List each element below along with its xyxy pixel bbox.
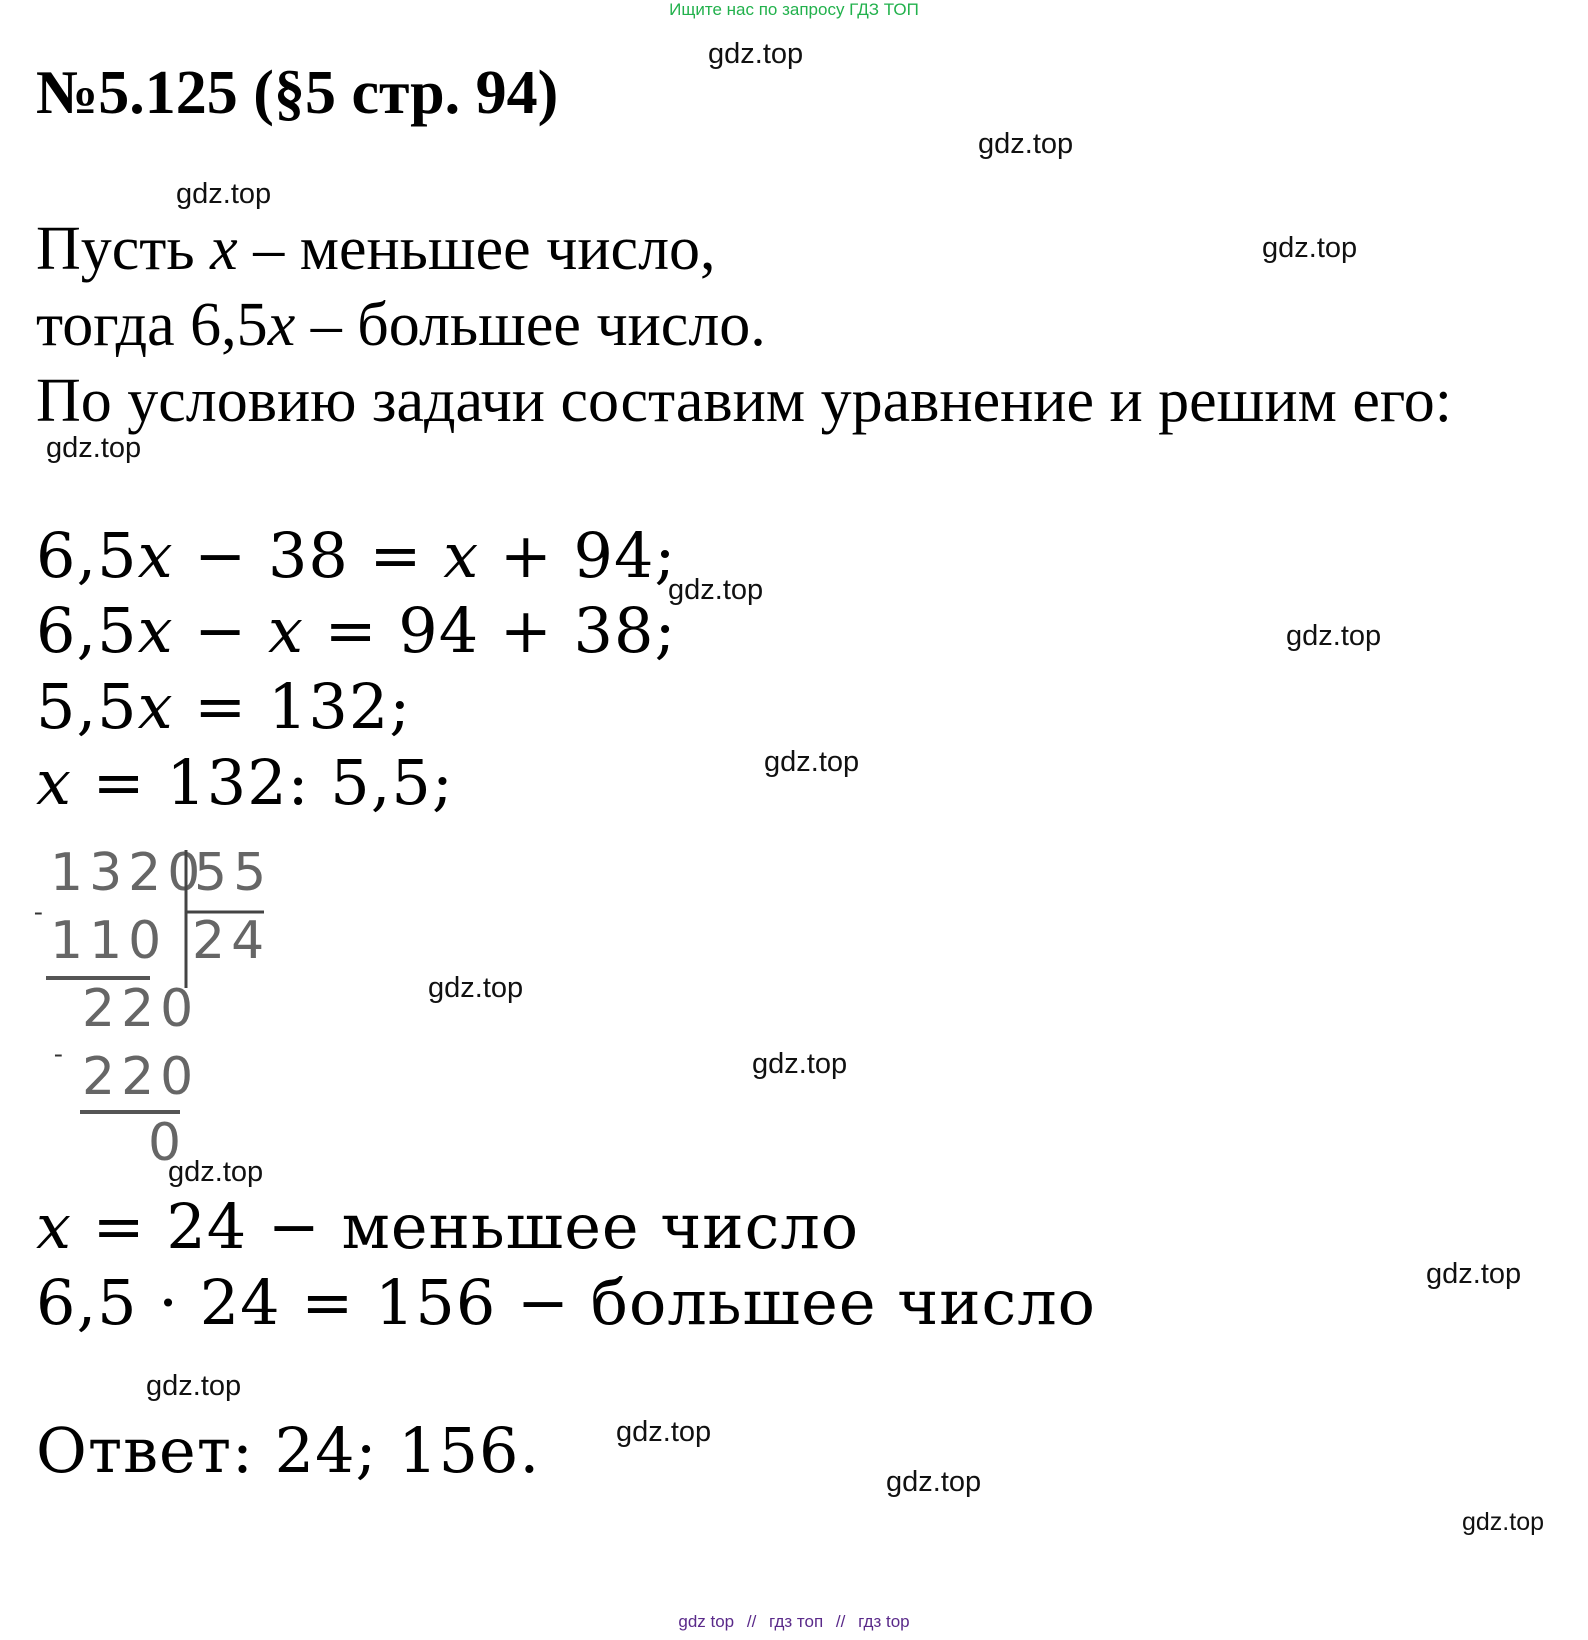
footer-link-3[interactable]: гдз top (858, 1612, 910, 1631)
watermark: gdz.top (1262, 232, 1358, 264)
footer-separator: // (835, 1612, 846, 1631)
intro-text: Пусть (36, 215, 211, 283)
watermark: gdz.top (1286, 620, 1382, 652)
result-text: = 24 − меньшее число (71, 1190, 860, 1263)
top-banner: Ищите нас по запросу ГДЗ ТОП (669, 0, 919, 19)
watermark: gdz.top (46, 432, 142, 464)
answer (36, 1414, 541, 1487)
ld-minus-1: - (34, 897, 43, 926)
equation-4 (36, 746, 454, 819)
intro-text: – меньшее число, (237, 215, 716, 283)
ld-final: 0 (148, 1113, 188, 1173)
intro-text: тогда 6,5 (36, 291, 268, 359)
variable-x: x (267, 594, 304, 667)
intro-line-1 (36, 215, 716, 283)
watermark: gdz.top (752, 1048, 848, 1080)
ld-step2: 220 (82, 1047, 200, 1107)
eq-part: = 132; (173, 670, 412, 743)
answer-label: Ответ: (36, 1414, 254, 1487)
eq-part: − (173, 594, 268, 667)
eq-part: + 94; (479, 519, 677, 592)
watermark: gdz.top (616, 1416, 712, 1448)
result-2: 6,5 · 24 = 156 − большее число (36, 1266, 1096, 1339)
ld-remainder1: 220 (82, 979, 200, 1039)
ld-minus-2: - (54, 1039, 63, 1068)
page-title: №5.125 (§5 стр. 94) (36, 59, 559, 127)
footer-links (0, 1612, 1588, 1632)
intro-line-3: По условию задачи составим уравнение и решим его: (36, 367, 1452, 435)
variable-x: x (137, 594, 174, 667)
watermark: gdz.top (176, 178, 272, 210)
variable-x: x (443, 519, 480, 592)
long-division (34, 843, 280, 1190)
watermark: gdz.top (886, 1466, 982, 1498)
eq-part: = 94 + 38; (303, 594, 677, 667)
variable-x: x (36, 1190, 72, 1263)
watermark: gdz.top (168, 1156, 264, 1188)
watermark: gdz.top (708, 38, 804, 70)
eq-part: = 132: 5,5; (71, 746, 454, 819)
intro-text: – большее число. (295, 291, 766, 359)
result-1 (36, 1190, 860, 1263)
eq-part: 5,5 (36, 670, 138, 743)
watermark: gdz.top (1462, 1508, 1545, 1536)
eq-part: 6,5 (36, 519, 138, 592)
footer-separator: // (746, 1612, 757, 1631)
variable-x: x (137, 670, 174, 743)
long-division-figure (34, 843, 280, 1190)
watermark: gdz.top (146, 1370, 242, 1402)
footer-link-1[interactable]: gdz top (678, 1612, 735, 1631)
variable-x: x (267, 291, 296, 359)
equation-2 (36, 594, 677, 667)
variable-x: x (210, 215, 238, 283)
equation-3 (36, 670, 412, 743)
variable-x: x (137, 519, 174, 592)
ld-step1: 110 (50, 911, 168, 971)
variable-x: x (36, 746, 72, 819)
ld-quotient: 24 (192, 911, 271, 971)
eq-part: − 38 = (173, 519, 444, 592)
answer-values: 24; 156. (253, 1414, 541, 1487)
ld-divisor: 55 (194, 843, 273, 903)
watermark: gdz.top (764, 746, 860, 778)
ld-dividend: 1320 (50, 843, 207, 903)
eq-part: 6,5 (36, 594, 138, 667)
footer-link-2[interactable]: гдз топ (769, 1612, 824, 1631)
watermark: gdz.top (668, 574, 764, 606)
watermark: gdz.top (1426, 1258, 1522, 1290)
watermark: gdz.top (428, 972, 524, 1004)
equation-1 (36, 519, 677, 592)
watermark: gdz.top (978, 128, 1074, 160)
intro-line-2 (36, 291, 766, 359)
